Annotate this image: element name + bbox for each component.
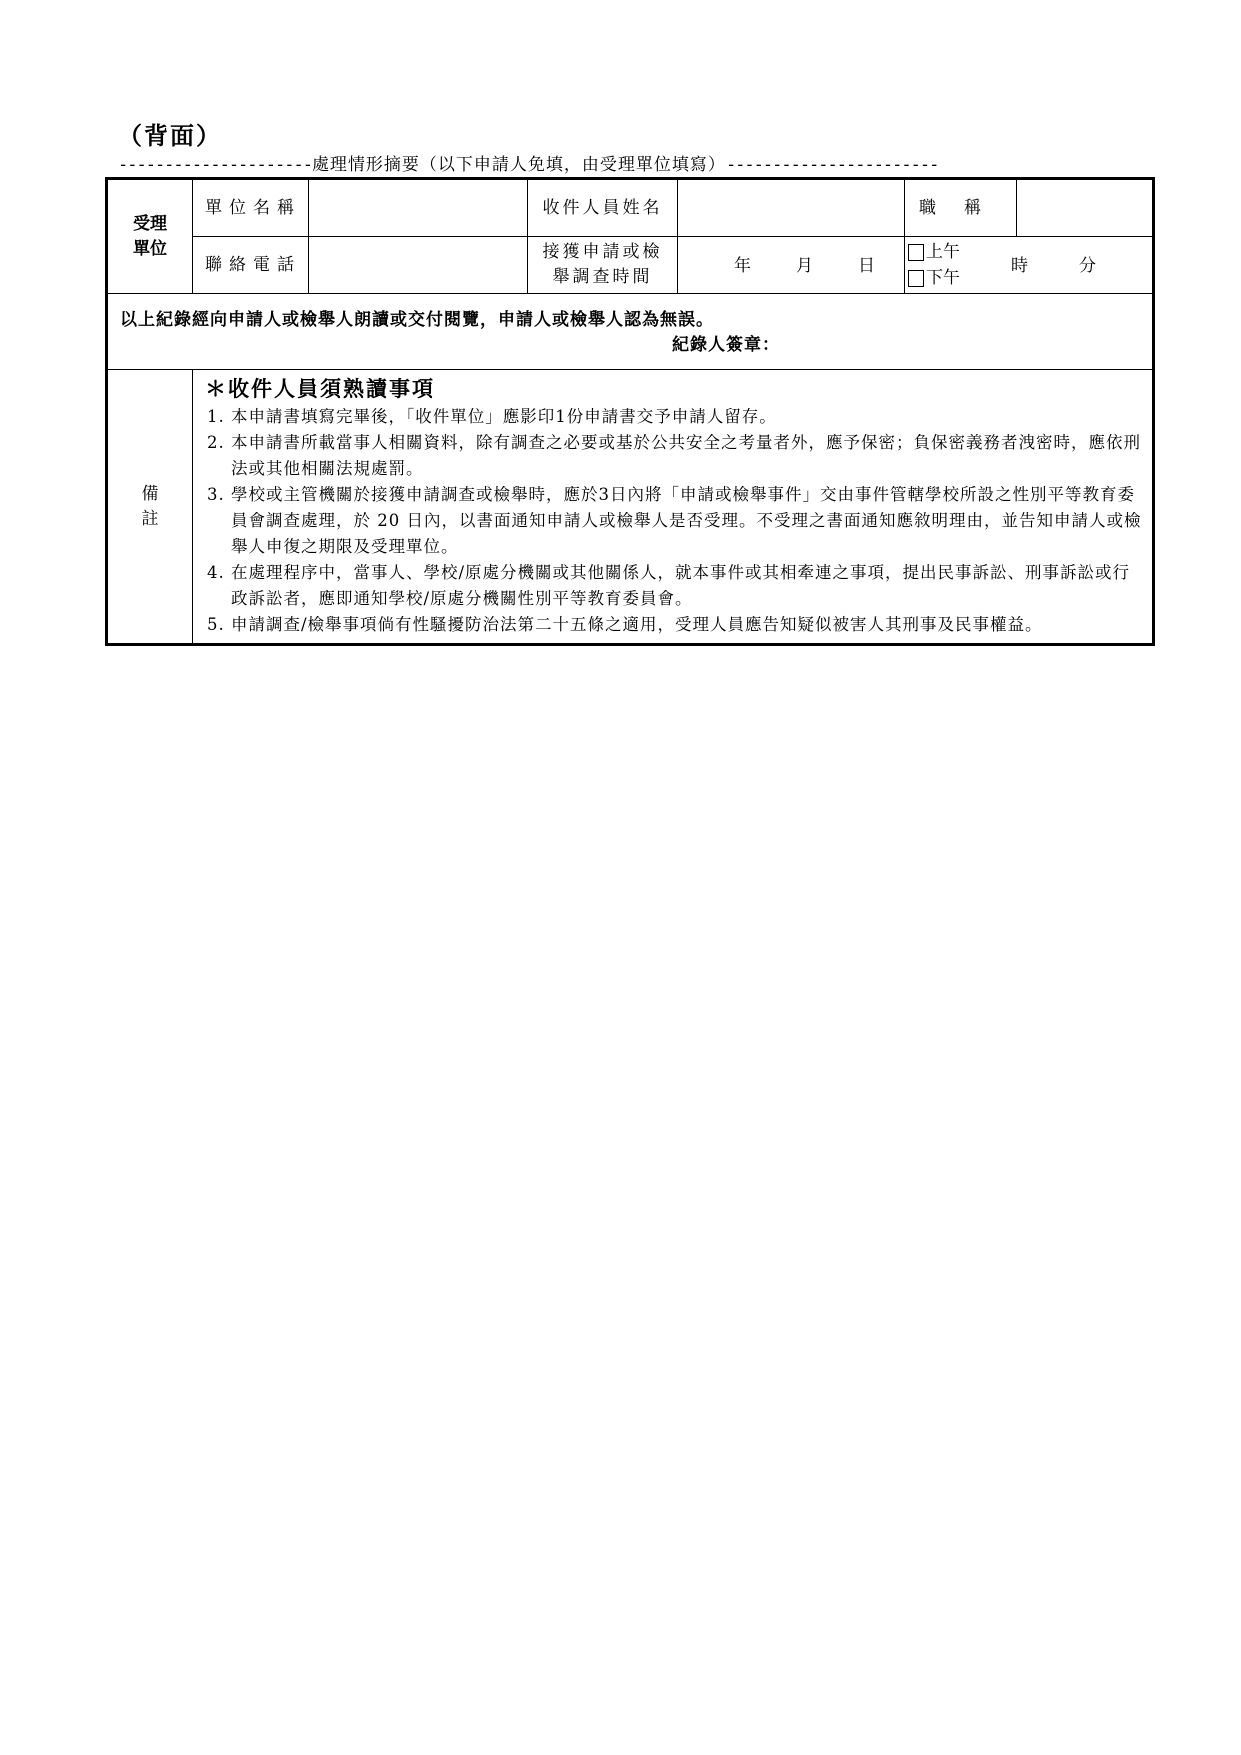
contact-phone-field[interactable]	[309, 237, 528, 294]
receiver-name-field[interactable]	[678, 179, 905, 237]
notes-item: 5. 申請調查/檢舉事項倘有性騷擾防治法第二十五條之適用，受理人員應告知疑似被害人其刑事及民事權益。	[231, 612, 1142, 638]
unit-name-field[interactable]	[309, 179, 528, 237]
remarks-content	[193, 370, 1154, 645]
receiver-name-label: 收件人員姓名	[528, 179, 678, 237]
date-day-label: 日	[858, 256, 875, 276]
processing-summary-table	[105, 177, 1155, 646]
divider-text: 處理情形摘要（以下申請人免填，由受理單位填寫）	[311, 155, 726, 175]
received-time-field	[905, 237, 1154, 294]
received-date-field[interactable]	[678, 237, 905, 294]
date-year-label: 年	[734, 256, 751, 276]
pm-label: 下午	[926, 268, 960, 288]
page-heading: （背面）	[118, 121, 222, 150]
notes-list	[205, 404, 1142, 638]
pm-checkbox[interactable]	[908, 270, 924, 287]
contact-phone-label: 聯絡電話	[193, 237, 309, 294]
recorder-signature-label: 紀錄人簽章：	[672, 334, 780, 355]
confirmation-statement	[107, 294, 1154, 370]
notes-item: 1. 本申請書填寫完畢後，「收件單位」應影印1份申請書交予申請人留存。	[231, 404, 1142, 430]
notes-title: ＊收件人員須熟讀事項	[205, 376, 435, 401]
reception-unit-label: 受理 單位	[107, 179, 193, 294]
date-month-label: 月	[796, 256, 813, 276]
unit-name-label: 單位名稱	[193, 179, 309, 237]
job-title-label: 職稱	[905, 179, 1017, 237]
notes-item: 2. 本申請書所載當事人相關資料，除有調查之必要或基於公共安全之考量者外，應予保密；負保密義務者洩密時，應依刑法或其他相關法規處罰。	[231, 430, 1142, 482]
statement-text: 以上紀錄經向申請人或檢舉人朗讀或交付閱覽，申請人或檢舉人認為無誤。	[120, 309, 714, 330]
divider-dashes-right: -----------------------	[725, 155, 939, 175]
notes-item: 4. 在處理程序中，當事人、學校/原處分機關或其他關係人，就本事件或其相牽連之事項，提出民事訴訟、刑事訴訟或行政訴訟者，應即通知學校/原處分機關性別平等教育委員會。	[231, 560, 1142, 612]
section-divider	[118, 150, 1078, 175]
remarks-label: 備 註	[107, 370, 193, 645]
minute-label: 分	[1079, 256, 1096, 276]
am-label: 上午	[926, 242, 960, 262]
received-time-label: 接獲申請或檢 舉調查時間	[528, 237, 678, 294]
notes-item: 3. 學校或主管機關於接獲申請調查或檢舉時，應於3日內將「申請或檢舉事件」交由事件管轄學校所設之性別平等教育委員會調查處理，於 20 日內，以書面通知申請人或檢舉人是否受理。不受理之書面通知應敘明理由，並告知申請人或檢舉人申復之期限及受理單位。	[231, 482, 1142, 560]
hour-label: 時	[1011, 256, 1028, 276]
divider-dashes-left: ---------------------	[118, 155, 312, 175]
am-checkbox[interactable]	[908, 244, 924, 261]
job-title-field[interactable]	[1017, 179, 1154, 237]
